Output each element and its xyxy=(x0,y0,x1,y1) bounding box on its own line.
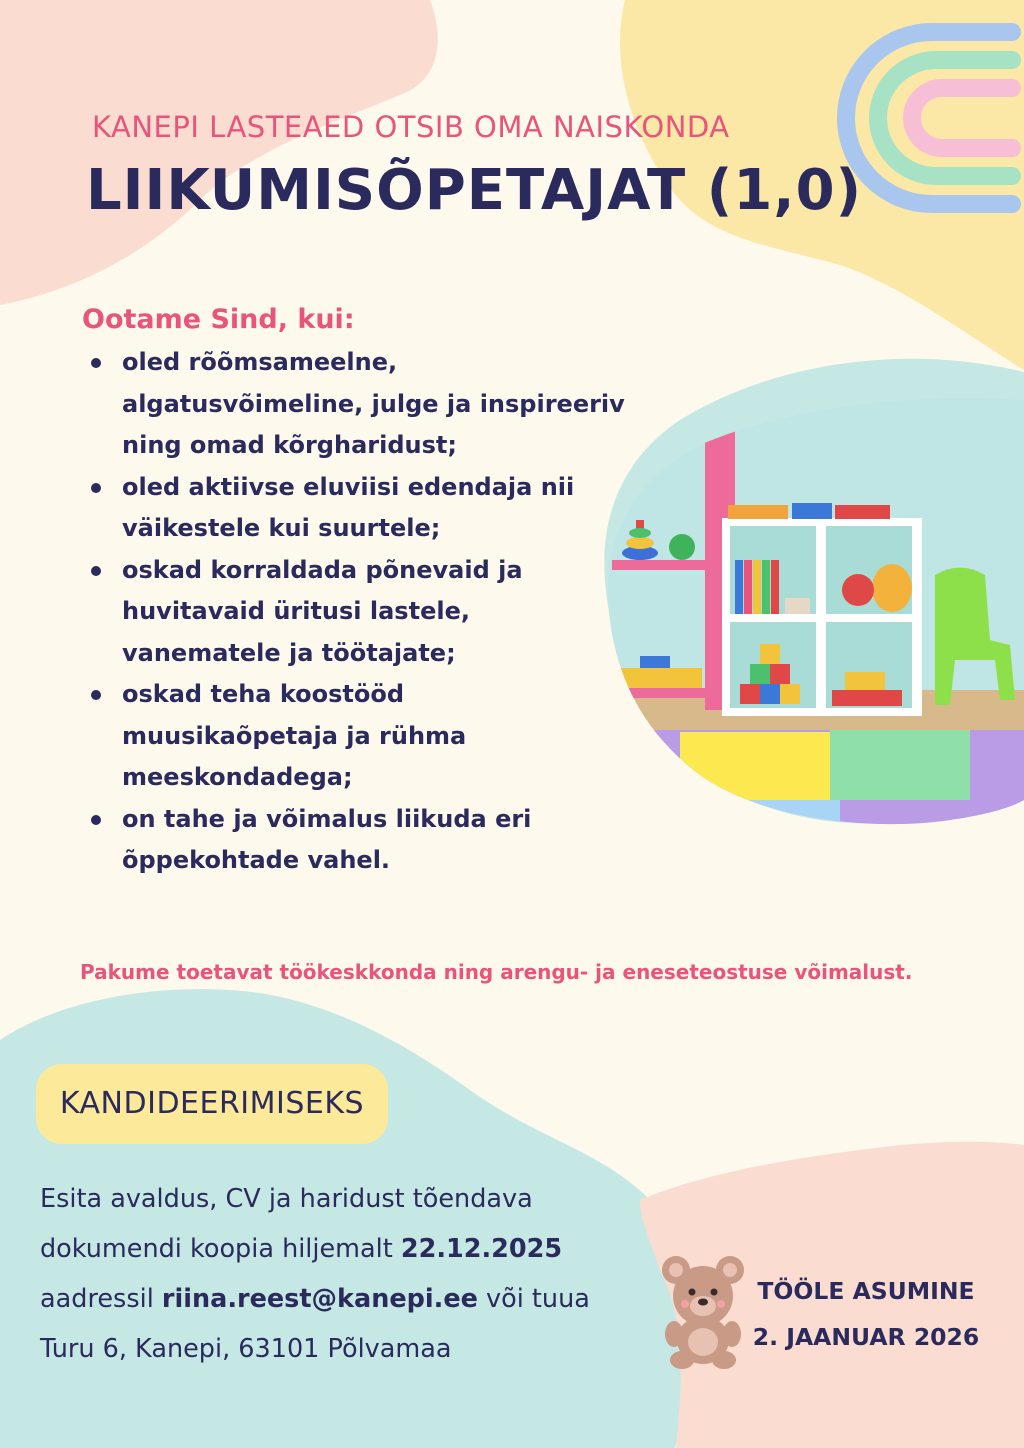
peach-blob-top-left xyxy=(0,0,438,305)
apply-text-part: või tuua Turu 6, Kanepi, 63101 Põlvamaa xyxy=(40,1284,590,1364)
bullet-icon xyxy=(91,690,101,700)
apply-title: KANDIDEERIMISEKS xyxy=(59,1086,365,1121)
apply-text-part: Esita avaldus, CV ja haridust tõendava dokumendi koopia hiljemalt xyxy=(40,1184,533,1264)
list-item xyxy=(88,550,628,675)
bullet-icon xyxy=(91,483,101,493)
start-label: TÖÖLE ASUMINE xyxy=(757,1277,975,1305)
bullet-icon xyxy=(91,566,101,576)
list-item xyxy=(88,342,628,467)
page-title: LIIKUMISÕPETAJAT (1,0) xyxy=(86,158,863,223)
requirements-heading: Ootame Sind, kui: xyxy=(82,304,355,335)
playroom-photo xyxy=(600,395,1024,835)
list-item xyxy=(88,467,628,550)
list-item-text: oled aktiivse eluviisi edendaja nii väikestele kui suurtele; xyxy=(122,472,575,542)
list-item xyxy=(88,674,628,799)
pre-title: KANEPI LASTEAED OTSIB OMA NAISKONDA xyxy=(92,110,730,144)
bullet-icon xyxy=(91,358,101,368)
email-link[interactable]: riina.reest@kanepi.ee xyxy=(161,1284,478,1314)
deadline: 22.12.2025 xyxy=(400,1234,563,1264)
start-date: 2. JAANUAR 2026 xyxy=(752,1323,980,1351)
list-item-text: on tahe ja võimalus liikuda eri õppekohtade vahel. xyxy=(122,804,532,874)
requirements-list xyxy=(88,342,628,882)
start-info xyxy=(736,1268,996,1360)
list-item xyxy=(88,799,628,882)
apply-text xyxy=(40,1174,640,1374)
list-item-text: oskad teha koostööd muusikaõpetaja ja rühma meeskondadega; xyxy=(122,680,467,791)
list-item-text: oled rõõmsameelne, algatusvõimeline, julge ja inspireeriv ning omad kõrgharidust; xyxy=(122,348,625,459)
teddy-bear-icon xyxy=(658,1254,748,1369)
apply-text-part: aadressil xyxy=(40,1284,154,1314)
offer-text: Pakume toetavat töökeskkonda ning arengu- ja eneseteostuse võimalust. xyxy=(80,960,913,984)
list-item-text: oskad korraldada põnevaid ja huvitavaid üritusi lastele, vanematele ja töötajate; xyxy=(122,555,523,667)
bullet-icon xyxy=(91,815,101,825)
